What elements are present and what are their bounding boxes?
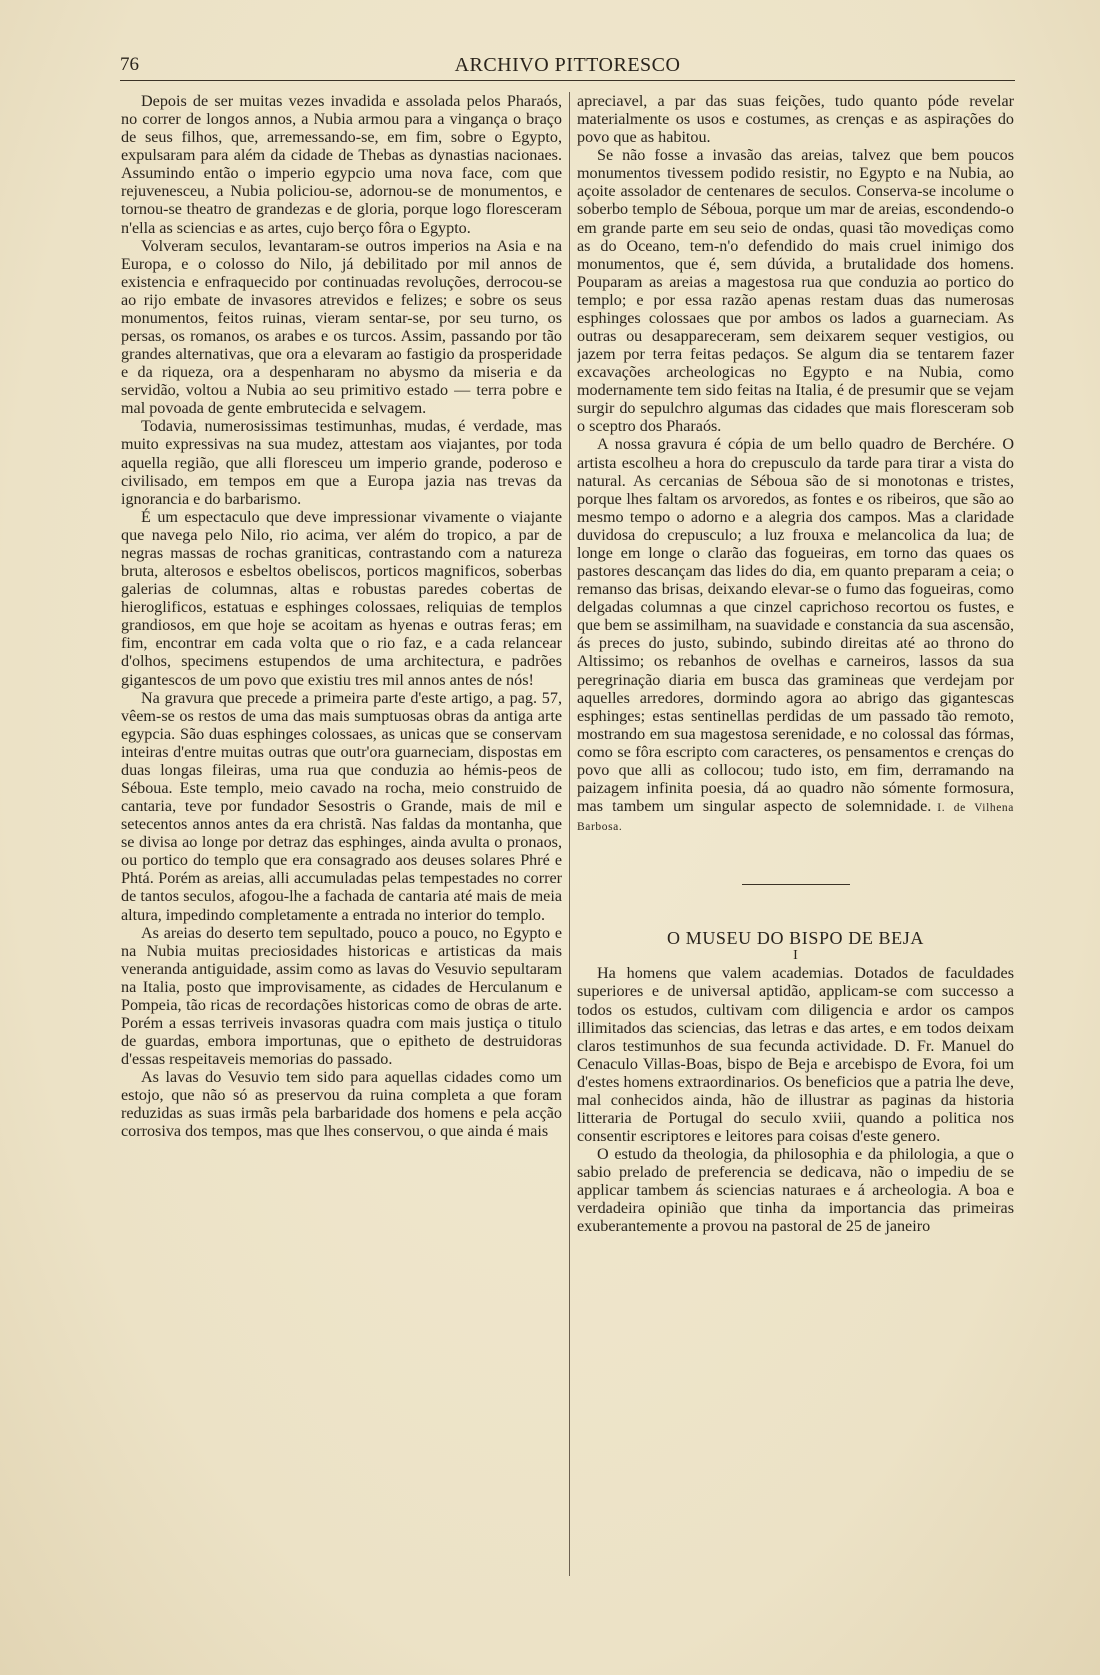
- section-title: O MUSEU DO BISPO DE BEJA: [667, 928, 924, 949]
- paragraph: É um espectaculo que deve impressionar vivamente o viajante que navega pelo Nilo, rio acima, ver além do tropico, a par de negras massas de rochas graniticas, contrastando com a natureza bruta, alterosos e esbeltos obeliscos, porticos magnificos, soberbas galerias de columnas, altas e robustas paredes cobertas de hieroglificos, estatuas e esphinges colossaes, reliquias de templos grandiosos, em que hoje se acoitam as hyenas e outras feras; em fim, encontrar em cada volta que o rio faz, e a cada relancear d'olhos, specimens estupendos de uma architectura, e padrões gigantescos de um povo que existiu tres mil annos antes de nós!: [121, 508, 562, 689]
- page-header: [120, 52, 1015, 81]
- paragraph: [577, 436, 1014, 836]
- paragraph: Todavia, numerosissimas testimunhas, mudas, é verdade, mas muito expressivas na sua mudez, attestam aos viajantes, por toda aquella região, que alli floresceu um imperio grande, poderoso e civilisado, em tempos em que a Europa jazia nas trevas da ignorancia e do barbarismo.: [121, 418, 562, 508]
- paragraph: As lavas do Vesuvio tem sido para aquellas cidades como um estojo, que não só as preservou da ruina completa a que foram reduzidas as suas irmãs pela barbaridade dos homens e pela acção corrosiva dos tempos, mas que lhes conservou, o que ainda é mais: [121, 1069, 562, 1141]
- paragraph: O estudo da theologia, da philosophia e da philologia, a que o sabio prelado de preferencia se dedicava, não o impediu de se applicar tambem ás sciencias naturaes e á archeologia. A boa e verdadeira opinião que tinha da importancia das primeiras exuberantemente a provou na pastoral de 25 de janeiro: [577, 1146, 1014, 1236]
- paragraph: Na gravura que precede a primeira parte d'este artigo, a pag. 57, vêem-se os restos de uma das mais sumptuosas obras da antiga arte egypcia. São duas esphinges colossaes, as unicas que se conservam inteiras d'entre muitas outras que outr'ora guarneciam, dispostas em duas longas fileiras, uma rua que conduzia ao hémis-peos de Séboua. Este templo, meio cavado na rocha, meio construido de cantaria, teve por fundador Sesostris o Grande, mais de mil e setecentos annos antes da era christã. Nas faldas da montanha, que se divisa ao longe por detraz das esphinges, ainda avulta o pronaos, ou portico do templo que era consagrado aos deuses solares Phré e Phtá. Porém as areias, alli accumuladas pelas tempestades no correr de tantos seculos, afogou-lhe a fachada de cantaria até mais de meia altura, impedindo completamente a entrada no interior do templo.: [121, 689, 562, 924]
- paragraph: Depois de ser muitas vezes invadida e assolada pelos Pharaós, no correr de longos annos, a Nubia armou para a vingança o braço de seus filhos, que, arremessando-se, em fim, sobre o Egypto, expulsaram para além da cidade de Thebas as dynastias nacionaes. Assumindo então o imperio egypcio uma nova face, com que rejuvenesceu, a Nubia policiou-se, adornou-se de monumentos, e tornou-se theatro de grandezas e de gloria, porque logo floresceram n'ella as sciencias e as artes, cujo berço fôra o Egypto.: [121, 93, 562, 237]
- paragraph: As areias do deserto tem sepultado, pouco a pouco, no Egypto e na Nubia muitas preciosidades historicas e artisticas da mais veneranda antiguidade, assim como as lavas do Vesuvio sepultaram na Italia, posto que improvisamente, as cidades de Herculanum e Pompeia, tão ricas de recordações historicas como de obras de arte. Porém a essas terriveis invasoras quadra com mais justiça o titulo de guardas, embora importunas, que o epitheto de destruidoras d'essas respeitaveis memorias do passado.: [121, 924, 562, 1069]
- author-signature: I. de Vilhena Barbosa.: [577, 802, 1014, 834]
- page-number: 76: [120, 54, 139, 75]
- paragraph: Ha homens que valem academias. Dotados de faculdades superiores e de universal aptidão, applicam-se com successo a todos os estudos, cultivam com diligencia e ardor os campos illimitados das sciencias, das letras e das artes, e em todos deixam claros testimunhos de sua fecunda actividade. D. Fr. Manuel do Cenaculo Villas-Boas, bispo de Beja e arcebispo de Evora, foi um d'estes homens extraordinarios. Os beneficios que a patria lhe deve, mal conhecidos ainda, hão de illustrar as paginas da historia litteraria de Portugal do seculo xviii, quando a politica nos consentir escriptores e leitores para coisas d'este genero.: [577, 965, 1014, 1146]
- paragraph: apreciavel, a par das suas feições, tudo quanto póde revelar materialmente os usos e costumes, as crenças e as aspirações do povo que as habitou.: [577, 93, 1014, 147]
- paragraph: Volveram seculos, levantaram-se outros imperios na Asia e na Europa, e o colosso do Nilo, já debilitado por mil annos de existencia e enfraquecido por continuadas revoluções, derrocou-se ao rijo embate de invasores atrevidos e felizes; e sobre os seus monumentos, feitos ruinas, vieram sentar-se, por seu turno, os persas, os romanos, os arabes e os turcos. Assim, passando por tão grandes alternativas, que ora a elevaram ao fastigio da prosperidade e da riqueza, ora a despenharam no abysmo da miseria e da servidão, voltou a Nubia ao seu primitivo estado — terra pobre e mal povoada de gente embrutecida e selvagem.: [121, 237, 562, 418]
- journal-title: ARCHIVO PITTORESCO: [454, 54, 681, 76]
- column-divider: [569, 92, 570, 1576]
- left-column: [121, 93, 562, 1575]
- section-separator: [742, 884, 850, 885]
- section-number: I: [793, 948, 798, 964]
- paragraph: Se não fosse a invasão das areias, talvez que bem poucos monumentos tivessem podido resistir, no Egypto e na Nubia, ao açoite assolador de centenares de seculos. Conserva-se incolume o soberbo templo de Séboua, porque um mar de areias, escondendo-o em grande parte em seu seio de ondas, quasi tão movediças como as do Oceano, tem-n'o defendido do mais cruel inimigo dos monumentos, que é, sem dúvida, a brutalidade dos homens. Pouparam as areias a magestosa rua que conduzia ao portico do templo; e por essa razão apenas restam duas das numerosas esphinges colossaes que por ambos os lados a guarneciam. As outras ou desappareceram, sem deixarem sequer vestigios, ou jazem por terra feitas pedaços. Se algum dia se tentarem fazer excavações archeologicas no Egypto e na Nubia, como modernamente tem sido feitas na Italia, é de presumir que se vejam surgir do sepulchro algumas das cidades que mais floresceram sob o sceptro dos Pharaós.: [577, 147, 1014, 436]
- right-column: [577, 93, 1014, 1575]
- paragraph-text: A nossa gravura é cópia de um bello quadro de Berchére. O artista escolheu a hora do crepusculo da tarde para tirar a vista do natural. As cercanias de Séboua são de si monotonas e tristes, porque lhes faltam os arvoredos, as fontes e os ribeiros, que são ao mesmo tempo o adorno e a alegria dos campos. Mas a claridade duvidosa do crepusculo; a luz frouxa e melancolica da lua; de longe em longe o clarão das fogueiras, em torno das quaes os pastores descançam das lides do dia, em quanto preparam a ceia; o remanso das brisas, deixando elevar-se o fumo das fogueiras, como delgadas columnas a que cinzel caprichoso recortou os fustes, e que bem se assimilham, na suavidade e constancia da sua ascensão, ás preces do justo, subindo, subindo direitas até ao throno do Altissimo; os rebanhos de ovelhas e carneiros, lassos da sua peregrinação diaria em busca das gramineas que verdejam por aquelles arredores, dormindo agora ao abrigo das gigantescas esphinges; estas sentinellas perdidas de um passado tão remoto, mostrando em sua magestosa serenidade, e no colossal das fórmas, como se fôra escripto com caracteres, os pensamentos e crenças do povo que alli as collocou; tudo isto, em fim, derramando na paizagem infinita poesia, dá ao quadro não sómente formosura, mas tambem um singular aspecto de solemnidade.: [577, 436, 1014, 816]
